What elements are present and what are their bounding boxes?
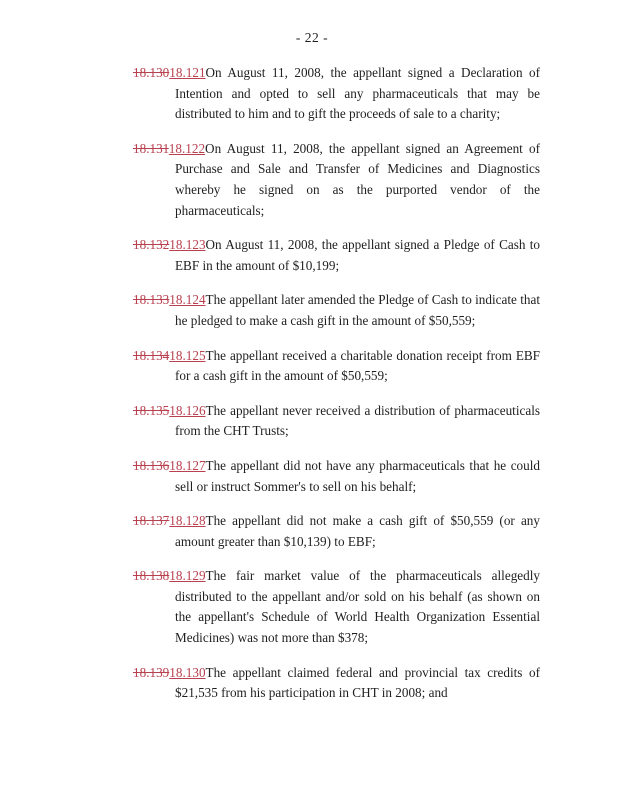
deleted-paragraph-number: 18.134 xyxy=(133,347,170,363)
paragraph-text: On August 11, 2008, the appellant signed a Declaration of Intention and opted to sell any pharmaceuticals that may be distributed to him and to gift the proceeds of sale to a charity; xyxy=(175,65,540,122)
paragraph-text: On August 11, 2008, the appellant signed an Agreement of Purchase and Sale and Transfer of Medicines and Diagnostics whereby he signed on as the purported vendor of the pharmaceuticals; xyxy=(175,140,540,218)
numbered-paragraph xyxy=(133,566,540,648)
deleted-paragraph-number: 18.139 xyxy=(133,664,170,680)
paragraph-text: The fair market value of the pharmaceuticals allegedly distributed to the appellant and/or sold on his behalf (as shown on the appellant's Schedule of World Health Organization Essential Medicines) was not more than $378; xyxy=(175,568,540,646)
inserted-paragraph-number: 18.122 xyxy=(168,140,206,156)
inserted-paragraph-number: 18.124 xyxy=(169,292,206,308)
deleted-paragraph-number: 18.130 xyxy=(133,65,170,80)
paragraph-text: The appellant claimed federal and provincial tax credits of $21,535 from his participation in CHT in 2008; and xyxy=(175,664,540,701)
page-number: - 22 - xyxy=(295,30,329,45)
paragraph-text: The appellant did not make a cash gift of $50,559 (or any amount greater than $10,139) to EBF; xyxy=(175,513,540,549)
paragraph-list xyxy=(0,63,624,704)
inserted-paragraph-number: 18.125 xyxy=(169,347,206,363)
numbered-paragraph xyxy=(133,663,540,704)
paragraph-text: The appellant did not have any pharmaceuticals that he could sell or instruct Sommer's to sell on his behalf; xyxy=(175,457,540,494)
inserted-paragraph-number: 18.130 xyxy=(169,664,206,680)
deleted-paragraph-number: 18.135 xyxy=(133,402,170,418)
deleted-paragraph-number: 18.137 xyxy=(133,513,170,529)
numbered-paragraph xyxy=(133,139,540,221)
numbered-paragraph xyxy=(133,63,540,125)
deleted-paragraph-number: 18.132 xyxy=(133,237,170,253)
numbered-paragraph xyxy=(133,511,540,552)
paragraph-text: The appellant received a charitable donation receipt from EBF for a cash gift in the amount of $50,559; xyxy=(175,347,540,384)
inserted-paragraph-number: 18.128 xyxy=(169,513,206,529)
numbered-paragraph xyxy=(133,456,540,497)
numbered-paragraph xyxy=(133,235,540,276)
inserted-paragraph-number: 18.123 xyxy=(169,237,206,253)
inserted-paragraph-number: 18.121 xyxy=(169,65,206,80)
numbered-paragraph xyxy=(133,346,540,387)
deleted-paragraph-number: 18.138 xyxy=(133,568,170,584)
inserted-paragraph-number: 18.129 xyxy=(169,568,206,584)
paragraph-text: The appellant later amended the Pledge of Cash to indicate that he pledged to make a cash gift in the amount of $50,559; xyxy=(175,292,540,328)
deleted-paragraph-number: 18.136 xyxy=(133,457,170,473)
inserted-paragraph-number: 18.126 xyxy=(169,402,206,418)
paragraph-text: The appellant never received a distribution of pharmaceuticals from the CHT Trusts; xyxy=(175,402,540,439)
paragraph-text: On August 11, 2008, the appellant signed a Pledge of Cash to EBF in the amount of $10,199; xyxy=(175,237,540,273)
numbered-paragraph xyxy=(133,401,540,442)
inserted-paragraph-number: 18.127 xyxy=(169,457,206,473)
deleted-paragraph-number: 18.133 xyxy=(133,292,170,308)
deleted-paragraph-number: 18.131 xyxy=(133,140,169,156)
numbered-paragraph xyxy=(133,290,540,331)
